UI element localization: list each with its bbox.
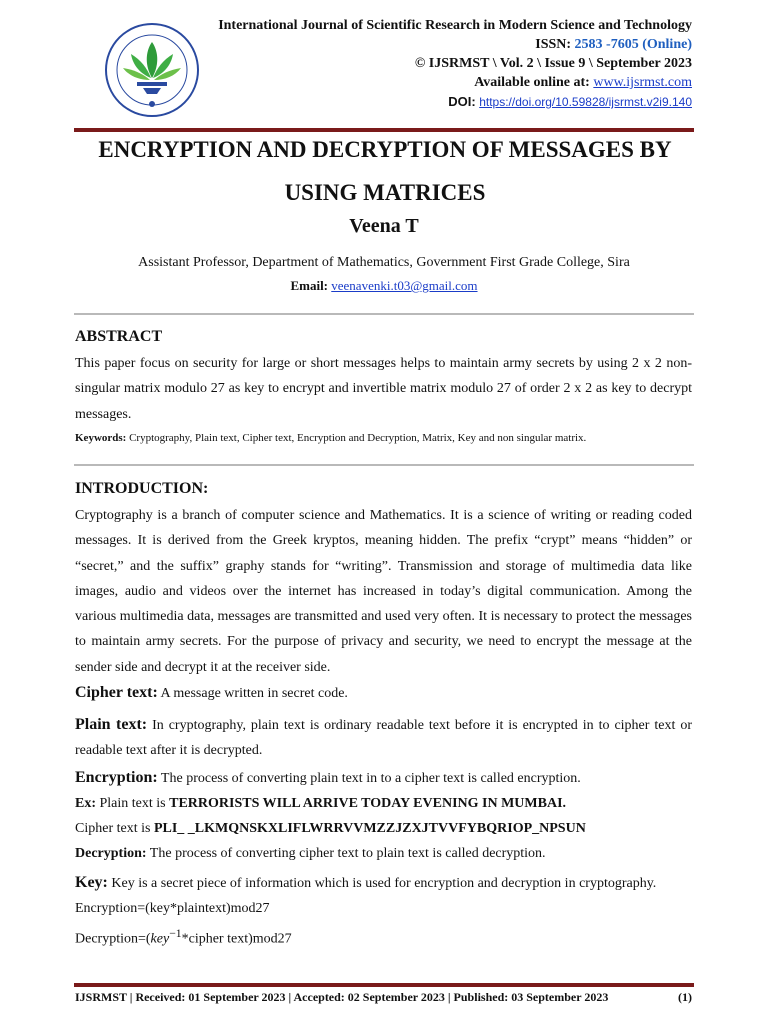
available-label: Available online at: [474, 75, 590, 90]
encryption-definition [75, 765, 692, 791]
introduction-section [75, 477, 692, 680]
abstract-heading: ABSTRACT [75, 328, 163, 345]
keywords-text: Cryptography, Plain text, Cipher text, Encryption and Decryption, Matrix, Key and non singular matrix. [129, 431, 587, 444]
divider-top [74, 313, 694, 315]
decryption-formula [75, 921, 692, 952]
example-label: Ex: [75, 796, 96, 811]
cipher-text-definition [75, 680, 692, 706]
doi-label: DOI: [448, 94, 476, 109]
plain-text-term: Plain text: [75, 716, 148, 733]
definitions-section [75, 680, 692, 952]
decryption-formula-pre: Decryption=( [75, 931, 151, 947]
paper-author: Veena T [349, 215, 419, 237]
doi-link[interactable]: https://doi.org/10.59828/ijsrmst.v2i9.140 [479, 95, 692, 109]
example-line [75, 791, 692, 816]
author-email-link[interactable]: veenavenki.t03@gmail.com [331, 278, 478, 293]
decryption-formula-exponent: −1 [169, 927, 182, 940]
decryption-term: Decryption: [75, 846, 147, 861]
journal-name: International Journal of Scientific Research in Modern Science and Technology [218, 18, 692, 33]
encryption-term: Encryption: [75, 769, 158, 786]
journal-info [212, 16, 692, 112]
plain-text-def: In cryptography, plain text is ordinary readable text before it is encrypted in to cipher text or readable text after it is decrypted. [75, 718, 693, 758]
abstract-text: This paper focus on security for large or short messages helps to maintain army secrets by using 2 x 2 non-singular matrix modulo 27 as key to encrypt and invertible matrix modulo 27 of order 2 x 2 as key to decrypt messages. [75, 356, 692, 422]
decryption-definition [75, 841, 692, 866]
journal-website-link[interactable]: www.ijsrmst.com [593, 75, 692, 90]
email-label: Email: [290, 278, 329, 293]
keywords-label: Keywords: [75, 431, 127, 444]
encryption-formula: Encryption=(key*plaintext)mod27 [75, 901, 270, 916]
cipher-text-label: Cipher text is [75, 821, 151, 836]
journal-logo [93, 22, 211, 118]
encryption-def: The process of converting plain text in to a cipher text is called encryption. [160, 771, 581, 786]
volume-line: © IJSRMST \ Vol. 2 \ Issue 9 \ September 2023 [414, 56, 692, 71]
author-email-line [0, 278, 768, 294]
cipher-text-example-line [75, 816, 692, 841]
available-line [212, 73, 692, 92]
introduction-text: Cryptography is a branch of computer science and Mathematics. It is a science of writing or reading coded messages. It is derived from the Greek kryptos, meaning hidden. The prefix “crypt” means “hidden” or “secret,” and the suffix” graphy stands for “writing”. Transmission and storage of multimedia data like images, audio and videos over the internet has increased in today’s digital communication. Among the various multimedia data, messages are transmitted and used very often. It is necessary to protect the messages to maintain army secrets. For the purpose of privacy and security, we need to encrypt the message at the sender side and decrypt it at the receiver side. [75, 508, 692, 675]
issn-label: ISSN: [535, 37, 572, 52]
cipher-text-value: PLI_ _LKMQNSKXLIFLWRRVVMZZJZXJTVVFYBQRIOP_NPSUN [153, 821, 586, 836]
issn-line [212, 35, 692, 54]
plain-text-definition [75, 712, 692, 763]
page-number: (1) [678, 990, 692, 1004]
cipher-text-def: A message written in secret code. [160, 686, 348, 701]
decryption-formula-post: *cipher text)mod27 [181, 931, 292, 947]
key-def: Key is a secret piece of information which is used for encryption and decryption in cryptography. [111, 876, 657, 891]
decryption-def: The process of converting cipher text to plain text is called decryption. [149, 846, 546, 861]
introduction-heading: INTRODUCTION: [75, 480, 209, 497]
author-affiliation: Assistant Professor, Department of Mathematics, Government First Grade College, Sira [138, 255, 630, 270]
keywords-line [75, 429, 692, 447]
cipher-text-term: Cipher text: [75, 684, 158, 701]
paper-title: ENCRYPTION AND DECRYPTION OF MESSAGES BY USING MATRICES [98, 137, 672, 205]
footer-rule [74, 983, 694, 987]
divider-middle [74, 464, 694, 466]
doi-line [212, 92, 692, 112]
example-text: Plain text is [99, 796, 166, 811]
issn-value: 2583 -7605 (Online) [574, 37, 692, 52]
page-footer [75, 990, 692, 1005]
decryption-formula-key: key [150, 931, 170, 947]
key-term: Key: [75, 874, 108, 891]
footer-text: IJSRMST | Received: 01 September 2023 | Accepted: 02 September 2023 | Published: 03 September 2023 [75, 990, 609, 1004]
abstract-section [75, 325, 692, 447]
key-definition [75, 870, 692, 896]
example-plain-text: TERRORISTS WILL ARRIVE TODAY EVENING IN MUMBAI. [169, 796, 567, 811]
